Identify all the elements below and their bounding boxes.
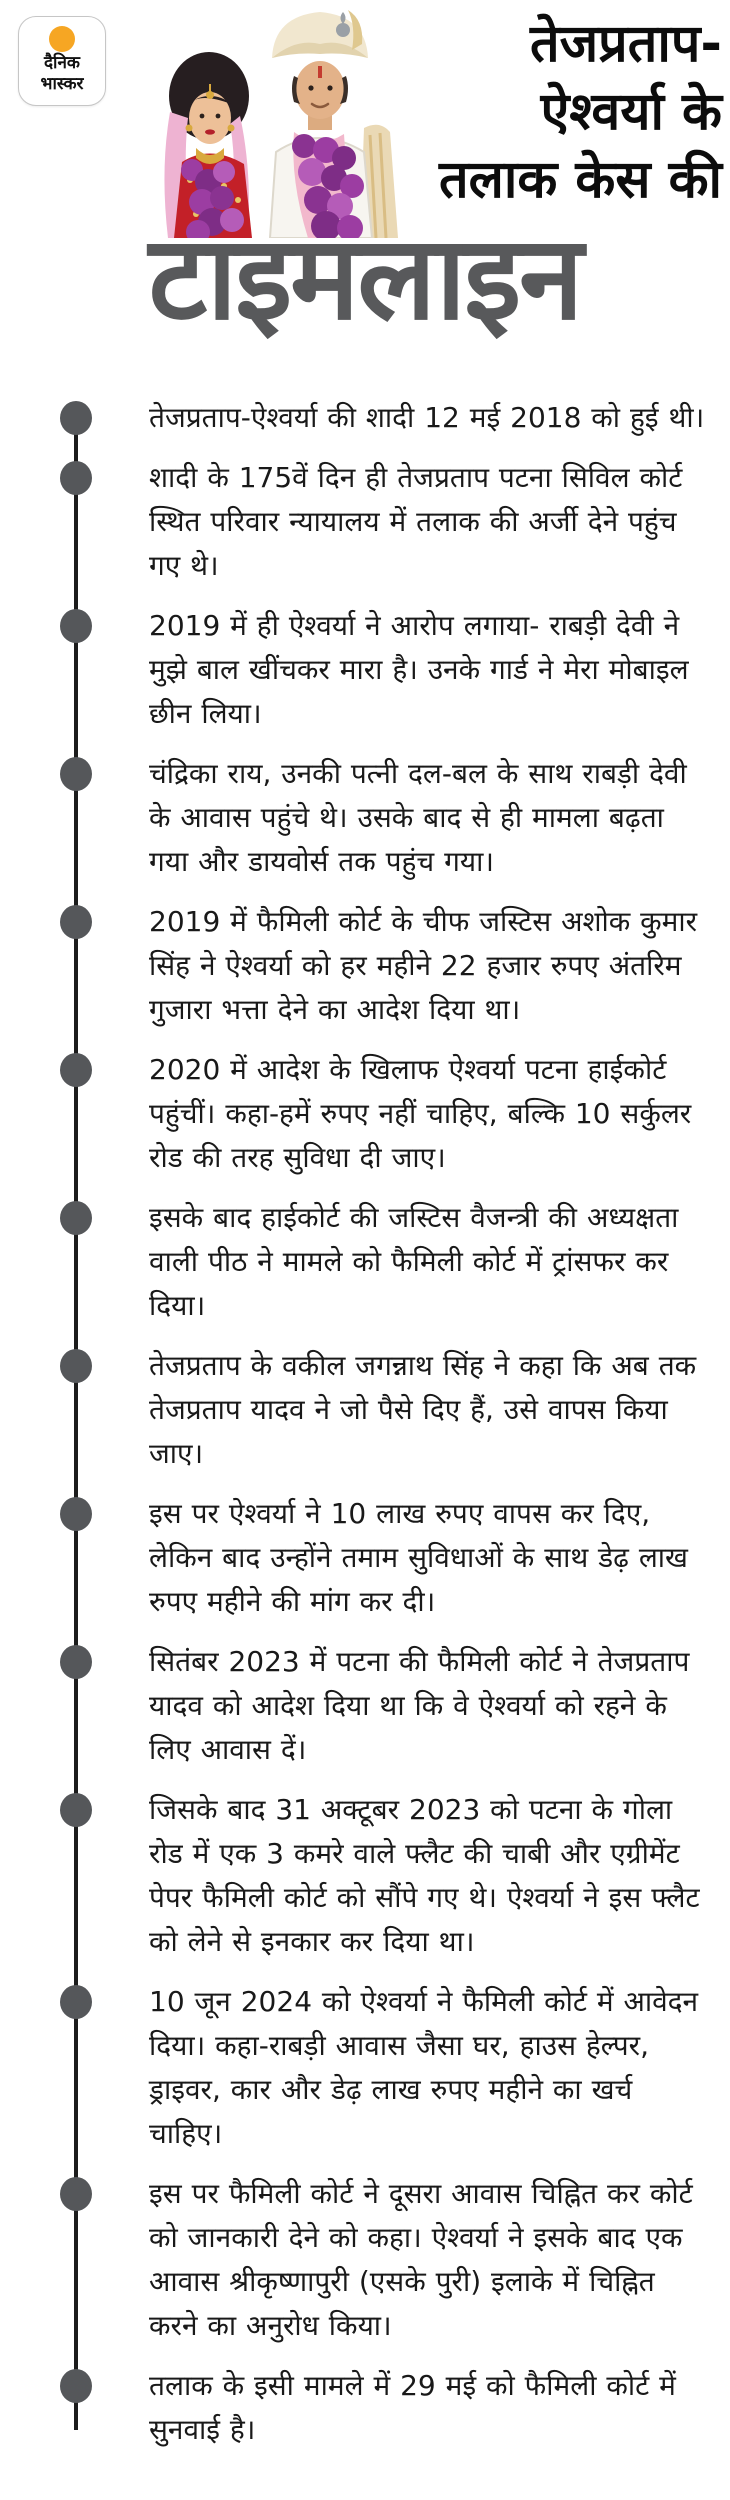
logo-text-line2: भास्कर	[40, 74, 84, 94]
timeline-item	[60, 1196, 710, 1328]
timeline-item-text: चंद्रिका राय, उनकी पत्नी दल-बल के साथ राबड़ी देवी के आवास पहुंचे थे। उसके बाद से ही मामला बढ़ता गया और डायवोर्स तक पहुंच गया।	[149, 757, 687, 878]
timeline-item-text: शादी के 175वें दिन ही तेजप्रताप पटना सिविल कोर्ट स्थित परिवार न्यायालय में तलाक की अर्जी देने पहुंच गए थे।	[149, 461, 683, 582]
timeline-bullet-icon	[60, 1053, 92, 1087]
page-title-line1: तेजप्रताप-	[529, 14, 722, 74]
timeline-bullet-icon	[60, 905, 92, 939]
timeline-bullet-icon	[60, 2369, 92, 2403]
timeline-item-text: तेजप्रताप के वकील जगन्नाथ सिंह ने कहा कि अब तक तेजप्रताप यादव ने जो पैसे दिए हैं, उसे वापस किया जाए।	[149, 1349, 697, 1470]
timeline-item-text: इसके बाद हाईकोर्ट की जस्टिस वैजन्त्री की अध्यक्षता वाली पीठ ने मामले को फैमिली कोर्ट में ट्रांसफर कर दिया।	[149, 1201, 679, 1322]
timeline-bullet-icon	[60, 1201, 92, 1235]
logo-sun-icon	[49, 26, 75, 52]
timeline-bullet-icon	[60, 1985, 92, 2019]
timeline-item	[60, 900, 710, 1032]
dainik-bhaskar-logo	[18, 16, 106, 106]
timeline-item-text: इस पर ऐश्वर्या ने 10 लाख रुपए वापस कर दिए, लेकिन बाद उन्होंने तमाम सुविधाओं के साथ डेढ़ लाख रुपए महीने की मांग कर दी।	[149, 1497, 688, 1618]
timeline-item	[60, 2172, 710, 2348]
timeline-item	[60, 1344, 710, 1476]
big-title-timeline: टाइमलाइन	[148, 211, 582, 346]
logo-text-line1: दैनिक	[44, 53, 80, 73]
timeline-item	[60, 1640, 710, 1772]
timeline-item	[60, 604, 710, 736]
timeline	[60, 396, 710, 2452]
timeline-item-text: 2019 में ही ऐश्वर्या ने आरोप लगाया- राबड़ी देवी ने मुझे बाल खींचकर मारा है। उनके गार्ड ने मेरा मोबाइल छीन लिया।	[149, 609, 689, 730]
timeline-item	[60, 1492, 710, 1624]
page-title-line3: तलाक केस की	[439, 150, 722, 210]
page-title-line2: ऐश्वर्या के	[540, 82, 722, 142]
timeline-bullet-icon	[60, 2177, 92, 2211]
timeline-item-text: सितंबर 2023 में पटना की फैमिली कोर्ट ने तेजप्रताप यादव को आदेश दिया था कि वे ऐश्वर्या को रहने के लिए आवास दें।	[149, 1645, 690, 1766]
timeline-bullet-icon	[60, 757, 92, 791]
timeline-bullet-icon	[60, 1349, 92, 1383]
page-title	[392, 10, 722, 214]
timeline-item	[60, 396, 710, 440]
timeline-item	[60, 1980, 710, 2156]
timeline-item-text: इस पर फैमिली कोर्ट ने दूसरा आवास चिह्नित कर कोर्ट को जानकारी देने को कहा। ऐश्वर्या ने इसके बाद एक आवास श्रीकृष्णापुरी (एसके पुरी) इलाके में चिह्नित करने का अनुरोध किया।	[149, 2177, 693, 2342]
timeline-item-text: जिसके बाद 31 अक्टूबर 2023 को पटना के गोला रोड में एक 3 कमरे वाले फ्लैट की चाबी और एग्रीमेंट पेपर फैमिली कोर्ट को सौंपे गए थे। ऐश्वर्या ने इस फ्लैट को लेने से इनकार कर दिया था।	[149, 1793, 700, 1958]
timeline-item-text: 2020 में आदेश के खिलाफ ऐश्वर्या पटना हाईकोर्ट पहुंचीं। कहा-हमें रुपए नहीं चाहिए, बल्कि 10 सर्कुलर रोड की तरह सुविधा दी जाए।	[149, 1053, 692, 1174]
timeline-item-text: 10 जून 2024 को ऐश्वर्या ने फैमिली कोर्ट में आवेदन दिया। कहा-राबड़ी आवास जैसा घर, हाउस हेल्पर, ड्राइवर, कार और डेढ़ लाख रुपए महीने का खर्च चाहिए।	[149, 1985, 699, 2150]
timeline-item-text: तलाक के इसी मामले में 29 मई को फैमिली कोर्ट में सुनवाई है।	[149, 2369, 676, 2446]
timeline-item	[60, 456, 710, 588]
timeline-item	[60, 1788, 710, 1964]
timeline-item	[60, 2364, 710, 2452]
timeline-bullet-icon	[60, 1497, 92, 1531]
timeline-item	[60, 1048, 710, 1180]
timeline-bullet-icon	[60, 401, 92, 435]
timeline-bullet-icon	[60, 461, 92, 495]
timeline-bullet-icon	[60, 609, 92, 643]
timeline-item-text: तेजप्रताप-ऐश्वर्या की शादी 12 मई 2018 को हुई थी।	[149, 401, 705, 434]
timeline-item-text: 2019 में फैमिली कोर्ट के चीफ जस्टिस अशोक कुमार सिंह ने ऐश्वर्या को हर महीने 22 हजार रुपए अंतरिम गुजारा भत्ता देने का आदेश दिया था।	[149, 905, 698, 1026]
timeline-item	[60, 752, 710, 884]
timeline-bullet-icon	[60, 1645, 92, 1679]
timeline-bullet-icon	[60, 1793, 92, 1827]
header	[0, 0, 730, 362]
